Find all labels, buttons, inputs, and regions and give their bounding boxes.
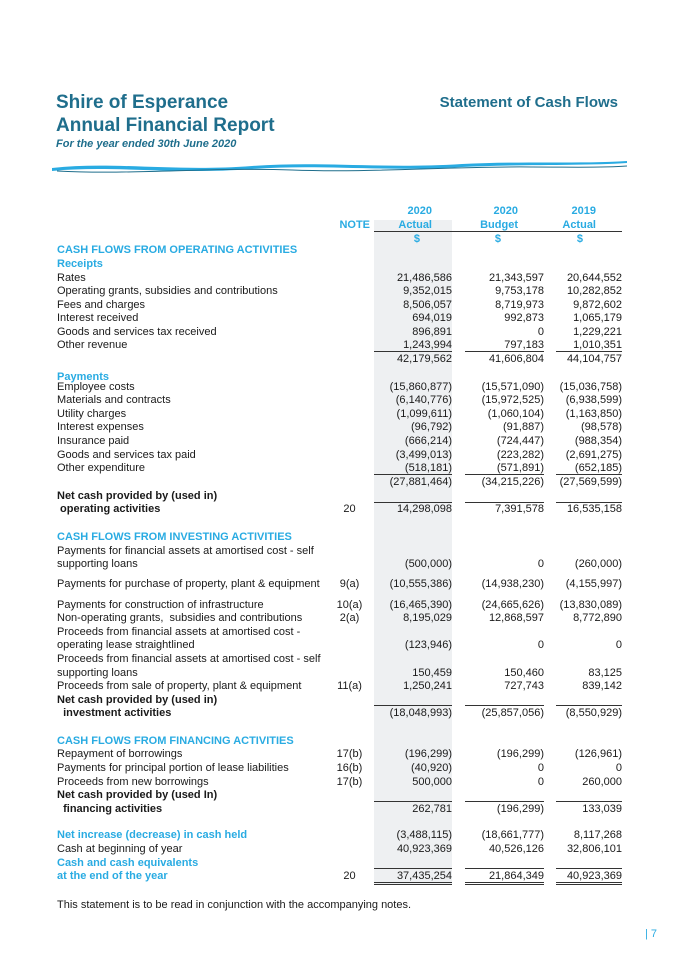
row-value-c3: (260,000) xyxy=(574,558,622,570)
table-row xyxy=(57,842,622,856)
table-row xyxy=(57,747,622,761)
row-value-c1: (500,000) xyxy=(404,558,452,570)
row-value-c2: (571,891) xyxy=(496,462,544,474)
row-value-c3: 1,010,351 xyxy=(573,339,622,351)
col2-unit: $ xyxy=(494,233,501,245)
row-value-c3: 32,806,101 xyxy=(566,843,622,855)
row-label: Rates xyxy=(57,272,86,284)
row-value-c1: (15,860,877) xyxy=(389,381,452,393)
total-rule xyxy=(556,868,622,869)
row-label: CASH FLOWS FROM INVESTING ACTIVITIES xyxy=(57,531,292,543)
table-row xyxy=(57,352,622,366)
row-note: 17(b) xyxy=(336,748,363,760)
row-label: Repayment of borrowings xyxy=(57,748,183,760)
row-value-c1: 500,000 xyxy=(412,776,452,788)
page-number: | 7 xyxy=(644,928,657,940)
row-value-c3: (13,830,089) xyxy=(559,599,622,611)
row-value-c2: (15,571,090) xyxy=(481,381,544,393)
row-label: Interest received xyxy=(57,312,139,324)
row-value-c2: (196,299) xyxy=(496,748,544,760)
row-value-c3: (6,938,599) xyxy=(565,394,622,406)
row-note: 20 xyxy=(343,870,356,882)
row-value-c1: 8,195,029 xyxy=(403,612,452,624)
row-value-c1: (18,048,993) xyxy=(389,707,452,719)
organisation-name: Shire of Esperance xyxy=(56,92,229,113)
row-value-c1: (27,881,464) xyxy=(389,476,452,488)
subtotal-rule xyxy=(556,705,622,706)
row-label: Proceeds from new borrowings xyxy=(57,776,209,788)
total-rule xyxy=(465,884,544,885)
row-value-c1: 694,019 xyxy=(412,312,452,324)
row-value-c2: 21,864,349 xyxy=(488,870,544,882)
row-label: Payments xyxy=(57,371,109,383)
subtotal-rule xyxy=(465,502,544,503)
statement-title: Statement of Cash Flows xyxy=(439,94,618,111)
row-label: Receipts xyxy=(57,258,103,270)
report-title: Annual Financial Report xyxy=(56,115,275,136)
table-row xyxy=(57,502,622,516)
table-row xyxy=(57,380,622,394)
note-header: NOTE xyxy=(339,219,370,231)
total-rule xyxy=(374,882,452,883)
total-rule xyxy=(556,884,622,885)
table-row xyxy=(57,666,622,680)
row-value-c2: 727,743 xyxy=(504,680,544,692)
row-value-c1: (1,099,611) xyxy=(396,408,452,420)
table-row xyxy=(57,475,622,489)
table-row xyxy=(57,420,622,434)
table-row xyxy=(57,577,622,591)
row-note: 2(a) xyxy=(339,612,360,624)
row-label: Operating grants, subsidies and contributions xyxy=(57,285,278,297)
table-row xyxy=(57,393,622,407)
table-row xyxy=(57,598,622,612)
row-value-c1: (666,214) xyxy=(404,435,452,447)
row-note: 16(b) xyxy=(336,762,363,774)
table-row xyxy=(57,434,622,448)
row-value-c1: 14,298,098 xyxy=(396,503,452,515)
row-label: at the end of the year xyxy=(57,870,168,882)
row-value-c3: 8,772,890 xyxy=(573,612,622,624)
col1-type: Actual xyxy=(398,219,432,231)
row-label: Net cash provided by (used in) xyxy=(57,490,218,502)
row-label: Utility charges xyxy=(57,408,127,420)
row-label: Proceeds from sale of property, plant & equipment xyxy=(57,680,302,692)
total-rule xyxy=(465,882,544,883)
row-value-c3: 0 xyxy=(615,762,622,774)
row-value-c2: 21,343,597 xyxy=(488,272,544,284)
row-value-c2: (34,215,226) xyxy=(481,476,544,488)
row-value-c3: (1,163,850) xyxy=(565,408,622,420)
row-value-c3: 40,923,369 xyxy=(566,870,622,882)
row-value-c1: 262,781 xyxy=(412,803,452,815)
row-value-c3: (4,155,997) xyxy=(565,578,622,590)
row-value-c3: 83,125 xyxy=(588,667,622,679)
row-value-c2: (223,282) xyxy=(496,449,544,461)
col3-unit: $ xyxy=(576,233,583,245)
row-label: CASH FLOWS FROM OPERATING ACTIVITIES xyxy=(57,244,298,256)
row-note: 20 xyxy=(343,503,356,515)
row-label: CASH FLOWS FROM FINANCING ACTIVITIES xyxy=(57,735,294,747)
row-label: Non-operating grants, subsidies and contributions xyxy=(57,612,303,624)
row-value-c3: 44,104,757 xyxy=(566,353,622,365)
row-note: 9(a) xyxy=(339,578,360,590)
report-period: For the year ended 30th June 2020 xyxy=(56,138,237,150)
subtotal-rule xyxy=(556,351,622,352)
subtotal-rule xyxy=(556,801,622,802)
row-value-c2: (24,665,626) xyxy=(481,599,544,611)
subtotal-rule xyxy=(465,705,544,706)
header-rule xyxy=(374,231,622,232)
col2-year: 2020 xyxy=(493,205,518,217)
row-label: Payments for construction of infrastructure xyxy=(57,599,264,611)
subtotal-rule xyxy=(374,705,452,706)
row-label: Materials and contracts xyxy=(57,394,171,406)
row-value-c1: (40,920) xyxy=(411,762,452,774)
row-value-c3: (98,578) xyxy=(581,421,622,433)
table-row xyxy=(57,625,622,639)
row-value-c3: 839,142 xyxy=(582,680,622,692)
table-row xyxy=(57,734,622,748)
row-value-c3: 1,065,179 xyxy=(573,312,622,324)
row-value-c1: (123,946) xyxy=(404,639,452,651)
table-row xyxy=(57,489,622,503)
row-value-c1: (196,299) xyxy=(404,748,452,760)
row-value-c1: 1,250,241 xyxy=(403,680,452,692)
table-row xyxy=(57,325,622,339)
table-row xyxy=(57,802,622,816)
row-label: operating lease straightlined xyxy=(57,639,195,651)
row-value-c2: 0 xyxy=(537,639,544,651)
row-value-c3: 1,229,221 xyxy=(573,326,622,338)
subtotal-rule xyxy=(374,351,452,352)
row-label: investment activities xyxy=(57,707,172,719)
row-value-c1: 21,486,586 xyxy=(396,272,452,284)
row-value-c2: (15,972,525) xyxy=(481,394,544,406)
row-value-c3: (652,185) xyxy=(574,462,622,474)
row-value-c3: (15,036,758) xyxy=(559,381,622,393)
table-row xyxy=(57,338,622,352)
row-value-c2: (25,857,056) xyxy=(481,707,544,719)
row-value-c3: 9,872,602 xyxy=(573,299,622,311)
row-value-c1: (3,499,013) xyxy=(395,449,452,461)
table-row xyxy=(57,775,622,789)
col3-year: 2019 xyxy=(571,205,596,217)
row-value-c1: (518,181) xyxy=(404,462,452,474)
table-row xyxy=(57,461,622,475)
row-value-c1: (6,140,776) xyxy=(395,394,452,406)
row-value-c2: 150,460 xyxy=(504,667,544,679)
subtotal-rule xyxy=(465,801,544,802)
row-value-c2: 8,719,973 xyxy=(495,299,544,311)
col1-year: 2020 xyxy=(407,205,432,217)
table-row xyxy=(57,448,622,462)
subtotal-rule xyxy=(374,502,452,503)
row-value-c2: (14,938,230) xyxy=(481,578,544,590)
table-row xyxy=(57,706,622,720)
row-label: Interest expenses xyxy=(57,421,144,433)
row-label: Goods and services tax received xyxy=(57,326,217,338)
table-row xyxy=(57,611,622,625)
row-label: Cash and cash equivalents xyxy=(57,857,199,869)
row-note: 17(b) xyxy=(336,776,363,788)
total-rule xyxy=(556,882,622,883)
row-value-c1: 42,179,562 xyxy=(396,353,452,365)
col2-type: Budget xyxy=(480,219,518,231)
table-row xyxy=(57,311,622,325)
table-row xyxy=(57,828,622,842)
row-note: 11(a) xyxy=(337,680,362,692)
row-value-c2: (18,661,777) xyxy=(481,829,544,841)
footer-note: This statement is to be read in conjunction with the accompanying notes. xyxy=(57,899,412,911)
row-label: Net cash provided by (used in) xyxy=(57,694,218,706)
row-value-c1: 9,352,015 xyxy=(403,285,452,297)
row-label: Employee costs xyxy=(57,381,135,393)
row-label: Payments for purchase of property, plant & equipment xyxy=(57,578,320,590)
table-row xyxy=(57,869,622,883)
row-label: Fees and charges xyxy=(57,299,146,311)
subtotal-rule xyxy=(556,502,622,503)
row-label: operating activities xyxy=(57,503,161,515)
row-value-c3: (27,569,599) xyxy=(559,476,622,488)
row-value-c3: 20,644,552 xyxy=(566,272,622,284)
row-value-c1: 37,435,254 xyxy=(396,870,452,882)
row-value-c2: (196,299) xyxy=(496,803,544,815)
table-row xyxy=(57,638,622,652)
row-label: Goods and services tax paid xyxy=(57,449,196,461)
row-label: Insurance paid xyxy=(57,435,130,447)
row-label: Other revenue xyxy=(57,339,128,351)
table-row xyxy=(57,761,622,775)
col1-unit: $ xyxy=(413,233,420,245)
row-label: financing activities xyxy=(57,803,163,815)
row-label: supporting loans xyxy=(57,667,138,679)
table-row xyxy=(57,298,622,312)
table-row xyxy=(57,243,622,257)
subtotal-rule xyxy=(556,474,622,475)
subtotal-rule xyxy=(465,351,544,352)
row-value-c2: 0 xyxy=(537,762,544,774)
row-value-c2: 0 xyxy=(537,326,544,338)
row-value-c2: 0 xyxy=(537,776,544,788)
row-value-c3: (126,961) xyxy=(574,748,622,760)
row-value-c3: 0 xyxy=(615,639,622,651)
table-row xyxy=(57,530,622,544)
subtotal-rule xyxy=(465,474,544,475)
table-row xyxy=(57,284,622,298)
row-value-c2: 0 xyxy=(537,558,544,570)
total-rule xyxy=(374,868,452,869)
row-value-c1: (3,488,115) xyxy=(396,829,452,841)
row-value-c2: 40,526,126 xyxy=(488,843,544,855)
row-label: Payments for financial assets at amortised cost - self xyxy=(57,545,314,557)
row-value-c1: (16,465,390) xyxy=(389,599,452,611)
row-label: Cash at beginning of year xyxy=(57,843,183,855)
row-label: Proceeds from financial assets at amortised cost - xyxy=(57,626,301,638)
table-row xyxy=(57,679,622,693)
row-value-c3: (988,354) xyxy=(574,435,622,447)
row-value-c1: (96,792) xyxy=(411,421,452,433)
wave-decoration xyxy=(52,155,627,177)
row-value-c3: 16,535,158 xyxy=(566,503,622,515)
row-value-c3: 133,039 xyxy=(582,803,622,815)
table-row xyxy=(57,788,622,802)
row-value-c1: 896,891 xyxy=(412,326,452,338)
row-value-c2: 9,753,178 xyxy=(495,285,544,297)
row-label: Proceeds from financial assets at amortised cost - self xyxy=(57,653,321,665)
row-value-c3: 260,000 xyxy=(582,776,622,788)
total-rule xyxy=(374,884,452,885)
row-value-c3: (8,550,929) xyxy=(565,707,622,719)
row-value-c2: 12,868,597 xyxy=(488,612,544,624)
col3-type: Actual xyxy=(562,219,596,231)
row-value-c3: (2,691,275) xyxy=(565,449,622,461)
row-value-c3: 10,282,852 xyxy=(566,285,622,297)
table-row xyxy=(57,652,622,666)
total-rule xyxy=(465,868,544,869)
row-value-c1: 8,506,057 xyxy=(403,299,452,311)
row-label: Net increase (decrease) in cash held xyxy=(57,829,248,841)
row-value-c2: 7,391,578 xyxy=(495,503,544,515)
subtotal-rule xyxy=(374,474,452,475)
row-value-c1: 1,243,994 xyxy=(403,339,452,351)
row-value-c2: 992,873 xyxy=(504,312,544,324)
row-value-c2: (1,060,104) xyxy=(487,408,544,420)
subtotal-rule xyxy=(374,801,452,802)
table-row xyxy=(57,407,622,421)
row-note: 10(a) xyxy=(336,599,363,611)
row-value-c2: (91,887) xyxy=(503,421,544,433)
row-label: supporting loans xyxy=(57,558,138,570)
table-row xyxy=(57,271,622,285)
row-value-c1: 150,459 xyxy=(412,667,452,679)
table-row xyxy=(57,257,622,271)
row-value-c1: (10,555,386) xyxy=(389,578,452,590)
row-value-c3: 8,117,268 xyxy=(573,829,622,841)
row-label: Payments for principal portion of lease liabilities xyxy=(57,762,289,774)
table-row xyxy=(57,557,622,571)
row-value-c2: 41,606,804 xyxy=(488,353,544,365)
row-label: Net cash provided by (used In) xyxy=(57,789,218,801)
row-value-c2: 797,183 xyxy=(504,339,544,351)
row-value-c1: 40,923,369 xyxy=(396,843,452,855)
row-label: Other expenditure xyxy=(57,462,146,474)
row-value-c2: (724,447) xyxy=(496,435,544,447)
table-row xyxy=(57,544,622,558)
